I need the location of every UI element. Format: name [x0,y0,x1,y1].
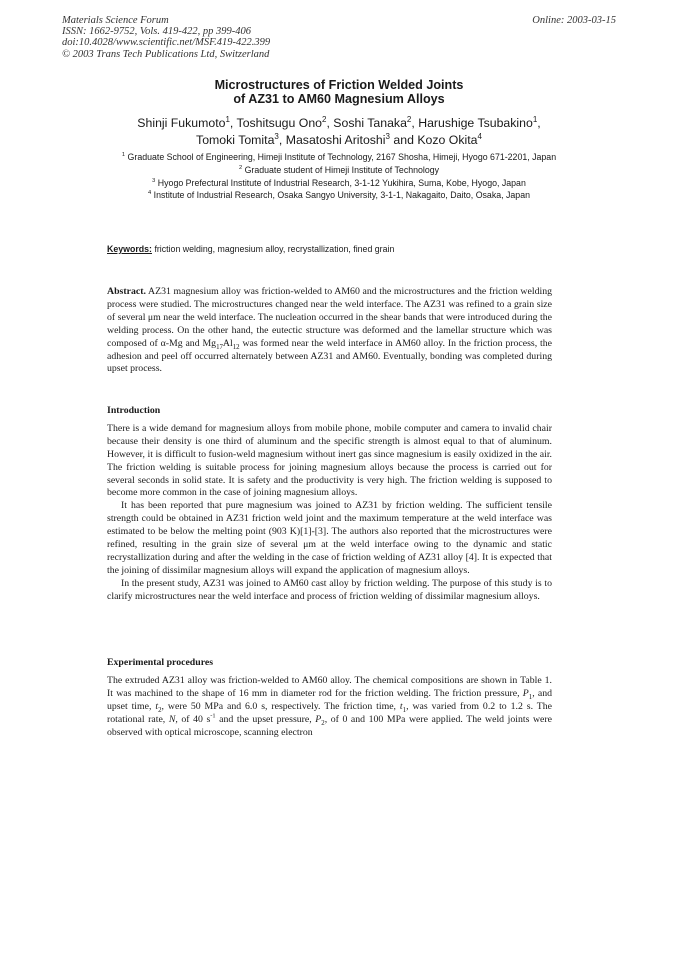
author-affil-mark: 2 [406,114,412,124]
subscript: 2 [321,719,325,727]
doi-line: doi:10.4028/www.scientific.net/MSF.419-422.399 [62,37,271,49]
paper-title [100,78,578,106]
affil-text: Institute of Industrial Research, Osaka Sangyo University, 3-1-1, Nakagaito, Daito, Osaka, Japan [153,190,530,201]
author-affil-mark: 2 [322,114,327,124]
affil-text: Graduate student of Himeji Institute of Technology [244,164,440,175]
subscript: 17 [216,343,223,351]
author-affil-mark: 3 [274,131,279,141]
subscript: 12 [232,343,240,351]
journal-name: Materials Science Forum [62,15,169,26]
keywords [107,244,587,254]
keywords-label: Keywords: [107,244,152,254]
experimental-section [107,657,552,739]
keywords-text: friction welding, magnesium alloy, recrystallization, fined grain [154,244,395,254]
author-name: Soshi Tanaka [333,116,407,130]
variable: t [155,700,159,712]
journal-header [62,15,270,60]
affiliation-3 [90,177,588,190]
body-text: , were 50 MPa and 6.0 s, respectively. The friction time, [161,700,400,712]
body-text: , and upset time, [107,687,553,712]
affiliation-list [90,151,588,202]
author-name: Shinji Fukumoto [137,116,226,130]
affil-mark: 2 [238,164,243,171]
affil-mark: 3 [152,177,156,184]
subscript: 1 [402,706,407,714]
author-name: Toshitsugu Ono [236,116,322,130]
variable: P [522,687,529,699]
affil-mark: 1 [121,152,126,159]
online-date: Online: 2003-03-15 [532,15,616,26]
affiliation-1 [90,151,588,164]
author-affil-mark: 1 [225,114,230,124]
author-name: Masatoshi Aritoshi [285,132,386,147]
abstract-text: Al [222,337,233,349]
title-line-2: of AZ31 to AM60 Magnesium Alloys [233,92,445,106]
affil-text: Graduate School of Engineering, Himeji Institute of Technology, 2167 Shosha, Himeji, Hyogo 671-2201, Japan [127,152,557,162]
intro-paragraph-2: It has been reported that pure magnesium was joined to AZ31 by friction welding. The sufficient tensile strength could be obtained in AZ31 friction weld joint and the maximum temperature at the weld interface was estimated to be below the melting point (903 K)[1]-[3]. The authors also reported that the microstructures were refined, resulting in the grain size of several μm at the weld interface owing to the dynamic and static recrystallization during and after the welding in the case of friction welding of AZ31 alloy [4]. It is expected that the joining of dissimilar magnesium alloys will expand the application of magnesium alloys. [107,500,552,576]
author-affil-mark: 4 [477,131,482,141]
abstract [107,286,552,376]
superscript: -1 [210,712,216,720]
subscript: 1 [528,693,533,701]
section-heading: Introduction [107,405,161,416]
variable: N [168,713,176,725]
intro-paragraph-1: There is a wide demand for magnesium alloys from mobile phone, mobile computer and camera to invalid chair because their density is one third of aluminum and the specific strength is almost equal to that of aluminum. However, it is difficult to fusion-weld magnesium without inert gas since magnesium is easily oxidized in the air. The friction welding is suitable process for joining magnesium alloys because the process is carried out for several seconds in solid state. It is safety and the productivity is very high. The friction welding is supposed to become more common in the case of joining magnesium alloys. [107,422,552,499]
issn-line: ISSN: 1662-9752, Vols. 419-422, pp 399-406 [62,26,251,38]
intro-paragraph-3: In the present study, AZ31 was joined to AM60 cast alloy by friction welding. The purpose of this study is to clarify microstructures near the weld interface and process of friction welding of dissimilar magnesium alloys. [107,577,552,602]
section-heading: Experimental procedures [107,657,214,668]
abstract-label: Abstract. [107,286,146,297]
author-affil-mark: 3 [385,131,390,141]
body-text: , was varied from 0.2 to 1.2 s. The rotational rate, [107,700,552,725]
abstract-text: AZ31 magnesium alloy was friction-welded to AM60 and the microstructures and the friction welding process were studied. The microstructures changed near the weld interface. The AZ31 was refined to a grain size of several μm near the weld interface. The nucleation occurred in the shear bands that were introduced during the welding process. On the other hand, the eutectic structure was deformed and the lamellar structure which was composed of α-Mg and Mg [107,286,552,349]
title-line-1: Microstructures of Friction Welded Joints [214,78,464,92]
body-text: , of 40 s [175,713,211,725]
affiliation-2 [90,164,588,177]
author-list: Shinji Fukumoto$^1$, Toshitsugu Ono$^2$, Soshi Tanaka$^2$, Harushige Tsubakino$^1$, Tomoki Tomita$^3$, Masatoshi Aritoshi$^3$ and Kozo Okita$^4$ [137,114,541,147]
copyright-line: © 2003 Trans Tech Publications Ltd, Switzerland [62,48,270,60]
affil-mark: 4 [148,190,152,197]
experimental-paragraph [107,675,552,740]
body-text: and the upset pressure, [215,713,316,725]
variable: t [399,700,403,712]
author-conjunction: and [393,132,414,147]
affil-text: Hyogo Prefectural Institute of Industrial Research, 3-1-12 Yukihira, Suma, Kobe, Hyogo, Japan [157,177,526,188]
author-affil-mark: 1 [532,114,538,124]
subscript: 2 [158,706,162,714]
affiliation-4 [90,189,588,202]
introduction-section [107,405,552,604]
variable: P [315,713,322,725]
abstract-text: was formed near the weld interface in AM60 alloy. In the friction process, the adhesion and peel off occurred alternately between AZ31 and AM60. Eventually, bonding was completed during upset process. [107,337,552,375]
abstract-paragraph [107,286,552,376]
body-text: The extruded AZ31 alloy was friction-welded to AM60 alloy. The chemical compositions are shown in Table 1. It was machined to the shape of 16 mm in diameter rod for the friction welding. The friction pressure, [107,674,552,699]
author-name: Kozo Okita [417,132,478,147]
author-name: Harushige Tsubakino [418,116,533,130]
author-name: Tomoki Tomita [196,132,275,147]
body-text: , of 0 and 100 MPa were applied. The weld joints were observed with optical microscope, scanning electron [107,713,552,738]
